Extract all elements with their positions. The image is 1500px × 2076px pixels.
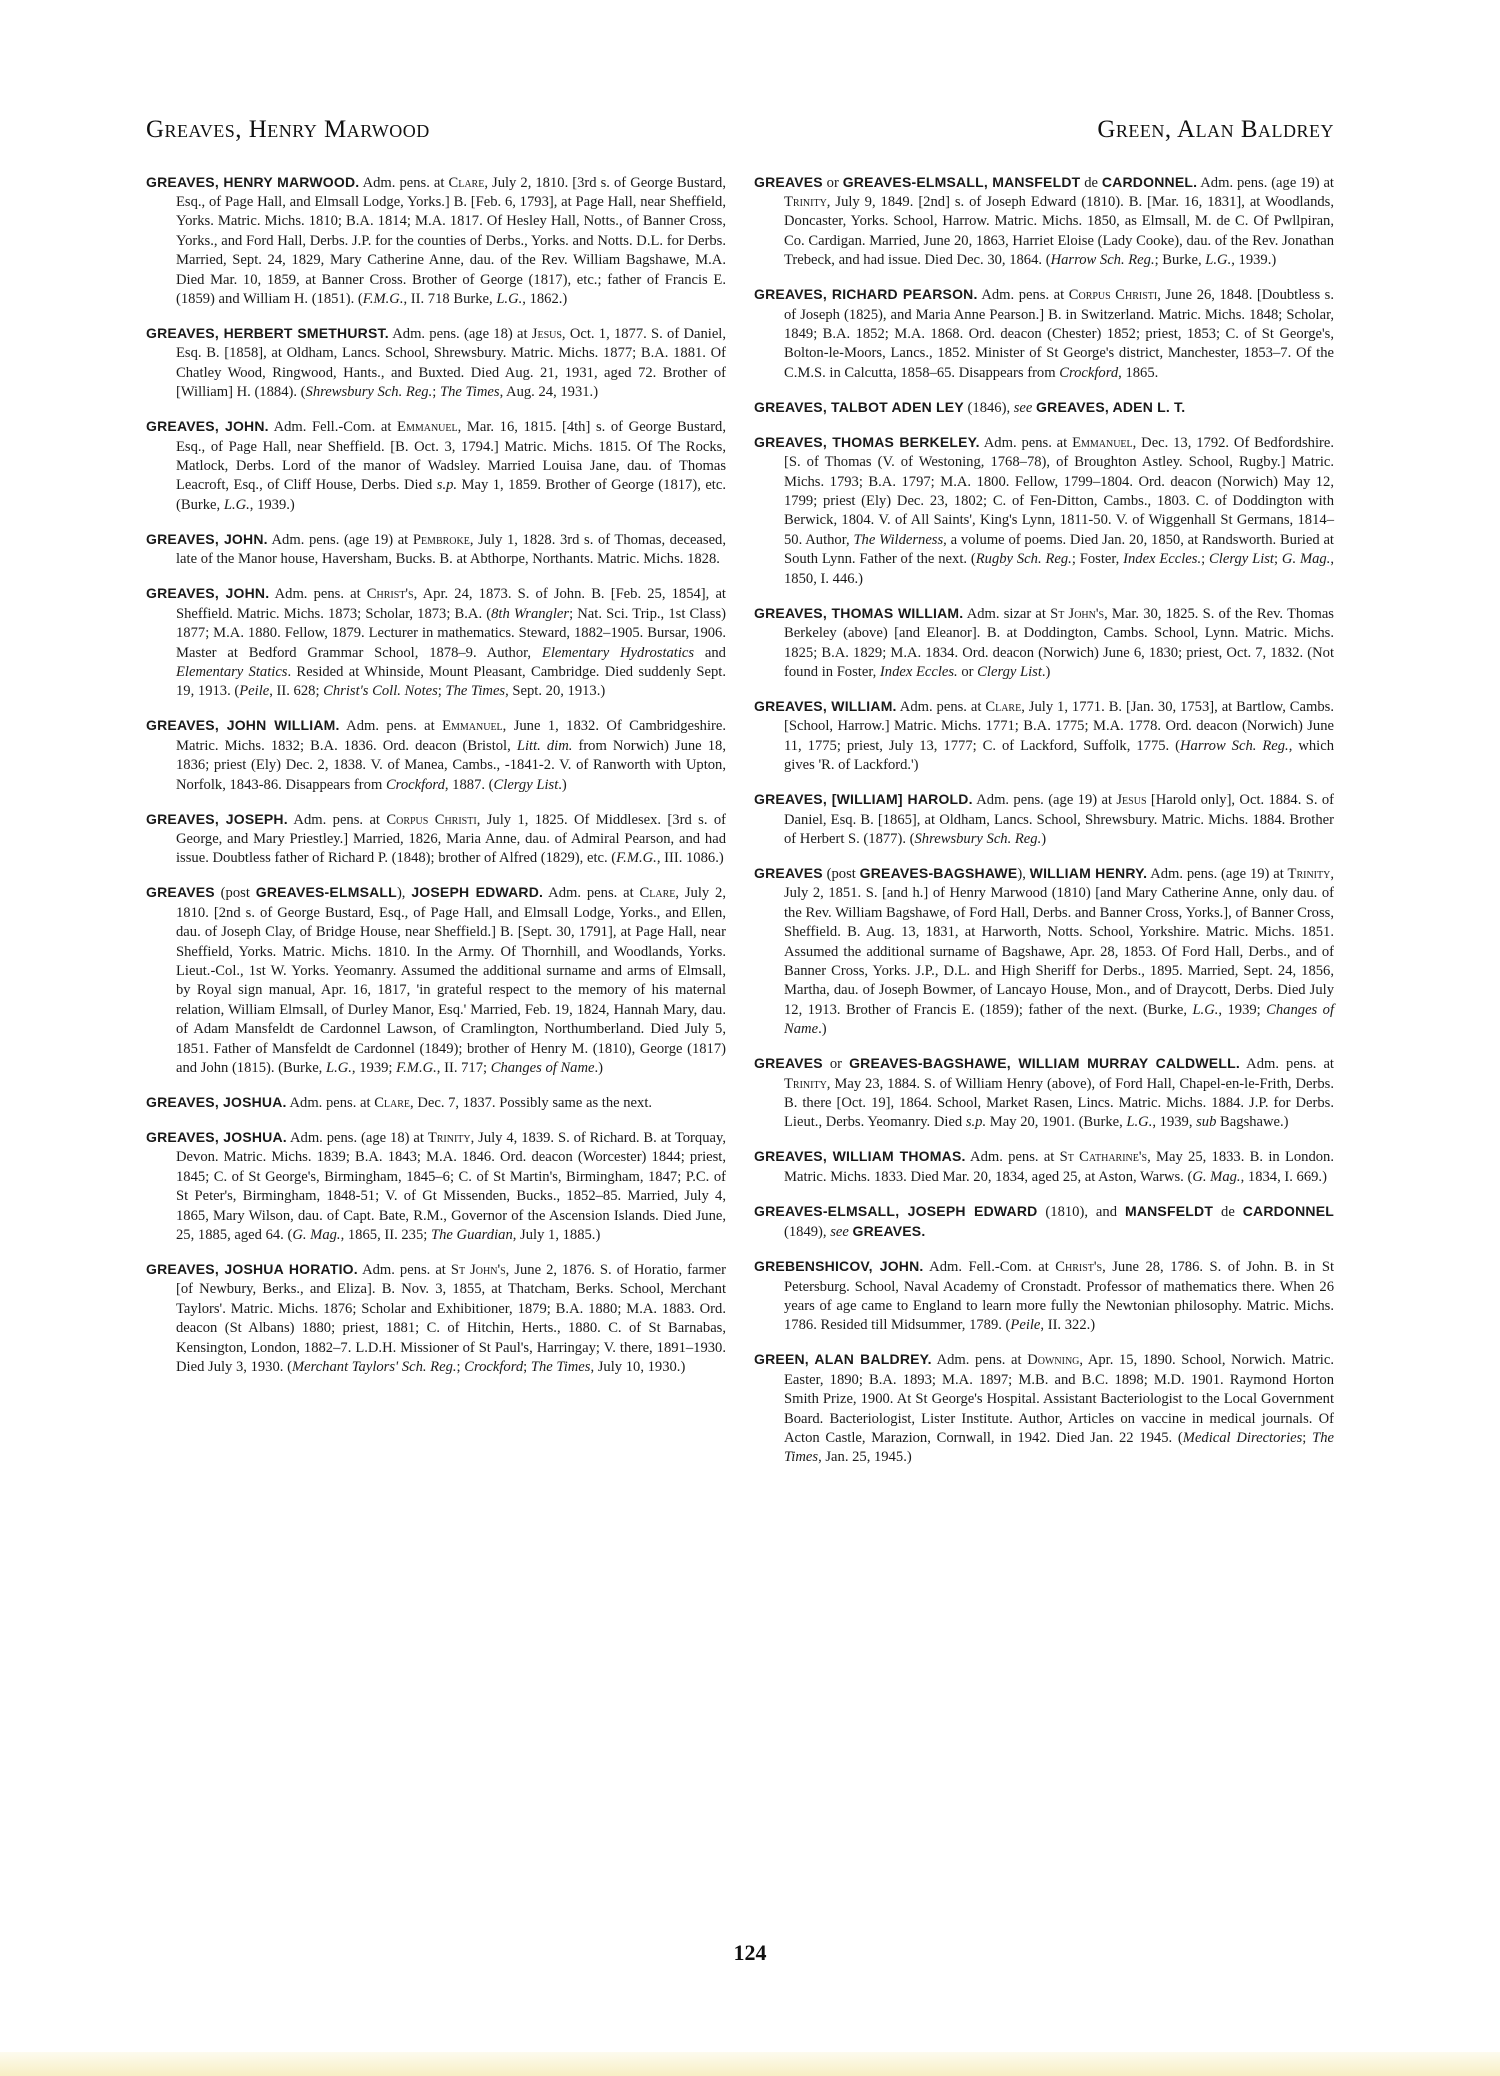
entry-headword: GREAVES, TALBOT ADEN LEY (754, 398, 964, 415)
entry-headword: MANSFELDT (1124, 1202, 1214, 1219)
entry-text: , July 4, 1839. S. of Richard. B. at Torquay, Devon. Matric. Michs. 1839; B.A. 1843; M.A. 1846. Ord. deacon (Worcester) 1844; priest, 1845; C. of St George's, Birmingham, 1845–6; C. of St Martin's, Birmingham, 1847; P.C. of St Peter's, Birmingham, 1848-51; V. of Gt Missenden, Bucks., 1852–85. Married, July 4, 1865, Mary Wilson, dau. of Capt. Bate, R.M., Governor of the Ascension Islands. Died June, 25, 1885, aged 64. ( (176, 1130, 726, 1244)
entry-text: , 1850, I. 446.) (784, 551, 1335, 587)
entry-text: , July 1, 1825. Of Middlesex. [3rd s. of George, and Mary Priestley.] Married, 1826, Maria Anne, dau. of Admiral Pearson, and had issue. Doubtless father of Richard P. (1848); brother of Alfred (1829), etc. ( (176, 811, 727, 867)
entry-italic-text: L.G. (1126, 1114, 1153, 1131)
entry-text: ; Nat. Sci. Trip., 1st Class) 1877; M.A. 1880. Fellow, 1879. Lecturer in mathematics. Steward, 1882–1905. Bursar, 1906. Master at Bedford Grammar School, 1878–9. Author, (176, 605, 727, 661)
entry-text: , May 25, 1833. B. in London. Matric. Michs. 1833. Died Mar. 20, 1834, aged 25, at Aston, Warws. ( (784, 1149, 1334, 1185)
entry-headword: GREAVES-BAGSHAWE, WILLIAM MURRAY CALDWELL. (849, 1055, 1240, 1072)
entry-text: , June 28, 1786. S. of John. B. in St Petersburg. School, Naval Academy of Cronstadt. Professor of mathematics there. When 26 years of age came to England to learn more fully the Newtonian philosophy. Matric. Michs. 1786. Resided till Midsummer, 1789. ( (784, 1259, 1335, 1334)
entry-text: Adm. pens. at (359, 174, 449, 191)
entry-text: Adm. sizar at (963, 605, 1051, 622)
entry-text: , 1865, II. 235; (340, 1227, 431, 1244)
entry-italic-text: Clergy List (493, 776, 559, 793)
biographical-entry (754, 1147, 1334, 1187)
entry-text: Adm. pens. (age 19) at (1147, 865, 1288, 882)
entry-text: Adm. Fell.-Com. at (923, 1259, 1056, 1276)
entry-text: , 1865. (1118, 364, 1159, 381)
biographical-entry (754, 1202, 1334, 1243)
entry-text: , II. 628; (269, 683, 324, 700)
entry-headword: GREAVES, WILLIAM. (754, 697, 897, 714)
entry-text: ; (1273, 551, 1282, 568)
entry-text: , which gives 'R. of Lackford.') (784, 737, 1334, 774)
entry-italic-text: Index Eccles. (1123, 551, 1202, 568)
entry-italic-text: Changes of Name (784, 1001, 1335, 1038)
biographical-entry (146, 324, 726, 403)
entry-text: Clare (448, 174, 485, 191)
entry-italic-text: G. Mag. (1192, 1168, 1241, 1185)
entry-italic-text: Peile (239, 683, 270, 700)
biographical-entry (146, 173, 726, 310)
entry-text: Trinity (784, 1075, 827, 1092)
entry-text: Adm. pens. (age 18) at (388, 326, 532, 343)
entry-text: Emmanuel (1072, 434, 1133, 451)
entry-italic-text: Peile (1010, 1317, 1041, 1334)
biographical-entry (754, 285, 1334, 383)
biographical-entry (754, 173, 1334, 271)
biographical-entry (146, 716, 726, 795)
biographical-entry (754, 790, 1334, 849)
entry-text: Adm. pens. at (286, 1095, 375, 1111)
entry-text: ; (1302, 1430, 1313, 1447)
biographical-entry (146, 530, 726, 570)
entry-italic-text: L.G. (223, 496, 250, 513)
entry-italic-text: Shrewsbury Sch. Reg. (305, 384, 433, 401)
entry-headword: GREAVES (146, 884, 215, 901)
entry-italic-text: The Guardian (430, 1227, 513, 1244)
entry-text: , Mar. 16, 1815. [4th] s. of George Bustard, Esq., of Page Hall, near Sheffield. [B. Oct. 3, 1794.] Matric. Michs. 1815. Of The Rocks, Matlock, Derbs. Lord of the manor of Wadsley. Married Louisa Jane, dau. of Thomas Leacroft, Esq., of Cliff House, Derbs. Died (176, 419, 727, 494)
right-column (754, 158, 1334, 1480)
biographical-entry (146, 1093, 726, 1113)
entry-italic-text: Harrow Sch. Reg. (1050, 252, 1155, 269)
entry-italic-text: see (830, 1224, 849, 1241)
entry-headword: GREAVES, HERBERT SMETHURST. (146, 325, 389, 342)
biographical-entry (754, 433, 1334, 589)
entry-italic-text: G. Mag. (1281, 551, 1331, 568)
entry-text: , II. 717; (436, 1060, 491, 1076)
entry-text: , 1939, (1152, 1114, 1197, 1131)
entry-italic-text: Medical Directories (1182, 1430, 1303, 1447)
entry-text: , June 1, 1832. Of Cambridgeshire. Matric. Michs. 1832; B.A. 1836. Ord. deacon (Bristol, (176, 718, 726, 754)
entry-text: Adm. pens. (age 19) at (267, 531, 413, 548)
entry-text: , July 2, 1810. [2nd s. of George Bustard, Esq., of Page Hall, and Elmsall Lodge, Yorks., and Ellen, dau. of Joseph Clay, of Bridge House, near Sheffield.] B. [Sept. 30, 1791], at Page Hall, near Sheffield, Yorks. Matric. Michs. 1810. In the Army. Of Thornhill, and Woodlands, Yorks. Lieut.-Col., 1st W. Yorks. Yeomanry. Assumed the additional surname and arms of Elmsall, by Royal sign manual, Apr. 16, 1817, 'in grateful respect to the memory of his maternal relation, William Elmsall, of Durley Manor, Esq.' Married, Feb. 19, 1824, Hannah Mary, dau. of Adam Mansfeldt de Cardonnel Lawson, of Cramlington, Northumberland. Died July 5, 1851. Father of Mansfeldt de Cardonnel (1849); brother of Henry M. (1810), George (1817) and John (1815). (Burke, (176, 885, 726, 1076)
entry-text: or (957, 663, 978, 680)
entry-text: , 1887. ( (444, 776, 494, 793)
entry-text: from Norwich) June 18, 1836; priest (Ely) Dec. 2, 1838. V. of Manea, Cambs., -1841-2. V. of Ranworth with Upton, Norfolk, 1843-86. Disappears from (176, 737, 726, 793)
entry-italic-text: Clergy List (977, 663, 1042, 680)
entry-text: Adm. pens. at (979, 434, 1073, 451)
entry-text: , Oct. 1, 1877. S. of Daniel, Esq. B. [1858], at Oldham, Lancs. School, Shrewsbury. Matric. Michs. 1877; B.A. 1881. Of Chatley Wood, Ringwood, Hants., and Buxted. Died Aug. 21, 1931, aged 72. Brother of [William] H. (1884). ( (176, 326, 726, 401)
two-column-body (146, 158, 1334, 1480)
entry-text: [Harold only], Oct. 1884. S. of Daniel, Esq. B. [1865], at Oldham, Lancs. School, Shrewsbury. Matric. Michs. 1884. Brother of Herbert S. (1877). ( (784, 792, 1334, 847)
entry-text: , Aug. 24, 1931.) (499, 384, 599, 401)
entry-text: Clare (639, 885, 676, 902)
entry-text: Adm. pens. at (1239, 1056, 1334, 1073)
entry-headword: GREAVES, JOHN. (146, 530, 268, 547)
entry-text: Adm. pens. at (896, 698, 986, 715)
entry-italic-text: see (1013, 399, 1033, 416)
entry-text: , July 2, 1810. [3rd s. of George Bustard, Esq., of Page Hall, and Elmsall Lodge, Yorks.] B. [Feb. 6, 1793], at Page Hall, near Sheffield, Yorks. Matric. Michs. 1810; B.A. 1814; M.A. 1817. Of Hesley Hall, Notts., of Banner Cross, Yorks., and Ford Hall, Derbs. J.P. for the counties of Derbs., Yorks. and Notts. D.L. for Derbs. Married, Sept. 24, 1829, Mary Catherine Anne, dau. of the Rev. William Bagshawe, M.A. Died Mar. 10, 1859, at Banner Cross. Brother of George (1817), etc.; father of Francis E. (1859) and William H. (1851). ( (176, 174, 726, 308)
entry-text: Adm. pens. at (543, 885, 640, 902)
entry-text: , Apr. 15, 1890. School, Norwich. Matric. Easter, 1890; B.A. 1893; M.A. 1897; M.B. and B.C. 1898; M.D. 1901. Raymond Horton Smith Prize, 1900. At St George's Hospital. Assistant Bacteriologist to the Local Government Board. Bacteriologist, Lister Institute. Author, Articles on vaccine in medical journals. Of Acton Castle, Marazion, Cornwall, in 1942. Died Jan. 22 1945. ( (784, 1352, 1334, 1447)
entry-headword: GREAVES, WILLIAM THOMAS. (754, 1148, 966, 1165)
entry-text: ), (1017, 865, 1030, 882)
entry-text: St John's (450, 1262, 506, 1279)
entry-text: , 1939.) (249, 496, 295, 513)
entry-text: Adm. pens. (age 19) at (1197, 174, 1334, 191)
entry-text: de (1213, 1203, 1243, 1220)
biographical-entry (146, 810, 726, 869)
entry-italic-text: L.G. (325, 1060, 352, 1076)
entry-text: , July 9, 1849. [2nd] s. of Joseph Edward (1810). B. [Mar. 16, 1831], at Woodlands, Doncaster, Yorks. School, Harrow. Matric. Michs. 1850, as Elmsall, M. de C. Of Pwllpiran, Co. Cardigan. Married, June 20, 1863, Harriet Eloise (Lady Cooke), dau. of the Rev. Jonathan Trebeck, and had issue. Died Dec. 30, 1864. ( (784, 194, 1334, 269)
entry-text: Jesus (531, 326, 562, 343)
entry-text: (post (214, 885, 256, 902)
entry-italic-text: Index Eccles. (879, 663, 958, 680)
entry-italic-text: Christ's Coll. Notes (323, 683, 438, 700)
entry-text: , July 10, 1930.) (590, 1359, 686, 1376)
entry-headword: GREAVES, THOMAS BERKELEY. (754, 433, 980, 450)
entry-headword: GREAVES, JOSEPH. (146, 810, 288, 827)
entry-text: .) (1041, 663, 1051, 680)
biographical-entry (754, 864, 1334, 1040)
entry-text: Adm. pens. at (339, 718, 443, 735)
entry-italic-text: Changes of Name (490, 1060, 595, 1076)
entry-text: , Dec. 13, 1792. Of Bedfordshire. [S. of Thomas (V. of Westoning, 1768–78), of Broughton Astley. School, Rugby.] Matric. Michs. 1793; B.A. 1797; M.A. 1800. Fellow, 1799–1804. Ord. deacon (Norwich) May 12, 1799; priest (Ely) Dec. 23, 1802; C. of Fen-Ditton, Cambs., 1803. C. of Doddington with Berwick, 1804. V. of All Saints', King's Lynn, 1811-50. V. of Wiggenhall St Germans, 1814–50. Author, (784, 434, 1334, 548)
entry-text: Clare (374, 1095, 411, 1111)
entry-text: Emmanuel (397, 419, 458, 436)
entry-text: , July 1, 1885.) (512, 1227, 601, 1244)
entry-text: Trinity (784, 194, 827, 210)
page-number: 124 (733, 1940, 767, 1965)
entry-text: Downing (1027, 1352, 1080, 1369)
viewer-bottom-strip (0, 2052, 1500, 2076)
entry-text: Adm. pens. at (977, 287, 1069, 304)
entry-italic-text: The Times (445, 683, 506, 700)
entry-italic-text: F.M.G. (396, 1060, 437, 1076)
running-header (146, 116, 1334, 144)
entry-headword: GREAVES (754, 173, 823, 190)
entry-text: May 1, 1859. Brother of George (1817), etc. (Burke, (176, 477, 726, 513)
entry-text: Clare (985, 698, 1022, 715)
entry-text: , July 1, 1771. B. [Jan. 30, 1753], at Bartlow, Cambs. [School, Harrow.] Matric. Michs. 1771; B.A. 1775; M.A. 1778. Ord. deacon (Norwich) June 11, 1775; priest, July 13, 1777; C. of Lackford, Suffolk, 1775. ( (784, 698, 1334, 754)
entry-italic-text: 8th Wrangler (491, 605, 570, 622)
entry-text: , III. 1086.) (656, 850, 724, 867)
biographical-entry (754, 697, 1334, 776)
entry-italic-text: Rugby Sch. Reg. (975, 551, 1072, 568)
entry-text: Emmanuel (442, 718, 503, 735)
entry-italic-text: L.G. (1205, 252, 1232, 269)
entry-headword: JOSEPH EDWARD. (411, 884, 544, 901)
biographical-entry (146, 1128, 726, 1245)
entry-text: , 1939.) (1231, 252, 1277, 269)
entry-headword: GREAVES, JOHN WILLIAM. (146, 717, 340, 734)
entry-text: , June 26, 1848. [Doubtless s. of Joseph (1825), and Maria Anne Pearson.] B. in Switzerland. Matric. Michs. 1848; Scholar, 1849; B.A. 1852; M.A. 1868. Ord. deacon (Chester) 1852; priest, 1853; C. of St George's, Bolton-le-Moors, Lancs., 1852. Minister of St George's district, Manchester, 1853–7. Of the C.M.S. in Calcutta, 1858–65. Disappears from (784, 287, 1334, 381)
entry-headword: GREAVES (754, 864, 823, 881)
entry-headword: GREAVES-BAGSHAWE (859, 864, 1018, 881)
entry-text: , July 2, 1851. S. [and h.] of Henry Marwood (1810) [and Mary Catherine Anne, only dau. of the Rev. William Bagshawe, of Ford Hall, Derbs. and Banner Cross, Yorks.], of Banner Cross, Sheffield. B. Aug. 13, 1831, at Harworth, Notts. School, Yorkshire. Matric. Michs. 1851. Assumed the additional surname of Bagshawe, Apr. 28, 1853. Of Ford Hall, Derbs., and of Banner Cross, Yorks. J.P., D.L. and High Sheriff for Derbs., 1895. Married, Sept. 24, 1856, Martha, dau. of Joseph Bowmer, of Lancayo House, Mon., and of Draycott, Derbs. Died July 12, 1913. Brother of Francis E. (1859); father of the next. (Burke, (784, 865, 1334, 1018)
entry-text: , 1939; (351, 1060, 397, 1076)
biographical-entry (146, 584, 726, 701)
entry-text: ; (1201, 551, 1210, 568)
entry-italic-text: The Times (439, 384, 500, 401)
entry-italic-text: sub (1196, 1114, 1217, 1131)
entry-text: Christ's (1055, 1259, 1103, 1276)
entry-headword: GREAVES, JOHN. (146, 585, 270, 602)
entry-text: and (694, 644, 726, 661)
entry-text: ; (432, 384, 440, 401)
entry-headword: GREAVES, JOSHUA. (146, 1094, 287, 1110)
entry-text: Pembroke (412, 531, 470, 548)
entry-italic-text: Elementary Statics (176, 663, 288, 680)
entry-headword: GREAVES, RICHARD PEARSON. (754, 286, 978, 303)
entry-italic-text: L.G. (1192, 1001, 1219, 1018)
entry-text: Adm. pens. (age 18) at (286, 1130, 428, 1146)
entry-text: .) (594, 1060, 604, 1076)
entry-italic-text: Harrow Sch. Reg. (1180, 737, 1289, 754)
entry-italic-text: F.M.G. (616, 850, 657, 867)
entry-text: , II. 322.) (1040, 1317, 1096, 1334)
entry-text: , Mar. 30, 1825. S. of the Rev. Thomas Berkeley (above) [and Eleanor]. B. at Doddington, Cambs. School, Lynn. Matric. Michs. 1825; B.A. 1829; M.A. 1834. Ord. deacon (Norwich) June 6, 1830; priest, Oct. 7, 1832. (Not found in Foster, (784, 605, 1334, 680)
entry-headword: CARDONNEL. (1101, 173, 1198, 190)
entry-text: ), (396, 885, 412, 902)
entry-italic-text: The Wilderness (853, 531, 944, 548)
entry-text: Adm. pens. at (287, 811, 387, 828)
entry-headword: GREAVES. (852, 1223, 926, 1240)
entry-headword: GREAVES, JOHN. (146, 418, 269, 435)
entry-headword: GREAVES, HENRY MARWOOD. (146, 173, 360, 190)
entry-headword: GREBENSHICOV, JOHN. (754, 1258, 924, 1275)
entry-headword: GREAVES, [WILLIAM] HAROLD. (754, 791, 973, 808)
entry-text: , 1939; (1218, 1001, 1267, 1018)
entry-headword: GREAVES, JOSHUA. (146, 1129, 287, 1145)
entry-headword: GREAVES, JOSHUA HORATIO. (146, 1261, 358, 1278)
biographical-entry (146, 417, 726, 515)
entry-italic-text: The Times (530, 1359, 591, 1376)
entry-text: , 1862.) (522, 291, 568, 308)
entry-italic-text: Elementary Hydrostatics (541, 644, 695, 661)
entry-text: Trinity (1287, 865, 1331, 882)
entry-text: , II. 718 Burke, (403, 291, 497, 308)
entry-text: ; Burke, (1154, 252, 1206, 269)
header-last-entry: Green, Alan Baldrey (1097, 116, 1334, 143)
entry-text: ; Foster, (1071, 551, 1124, 568)
entry-text: , 1834, I. 669.) (1240, 1168, 1327, 1185)
entry-italic-text: Merchant Taylors' Sch. Reg. (291, 1359, 457, 1376)
entry-headword: GREEN, ALAN BALDREY. (754, 1351, 932, 1368)
entry-text: (post (822, 865, 860, 882)
entry-italic-text: Crockford (464, 1359, 524, 1376)
biographical-entry (754, 1350, 1334, 1467)
entry-headword: GREAVES-ELMSALL, MANSFELDT (842, 173, 1081, 190)
entry-text: .) (818, 1021, 827, 1038)
entry-text: Christ's (366, 586, 414, 603)
biographical-entry (754, 398, 1334, 418)
entry-italic-text: G. Mag. (292, 1227, 341, 1244)
biographical-entry (146, 1260, 726, 1377)
entry-text: or (822, 174, 843, 191)
header-first-entry: Greaves, Henry Marwood (146, 116, 430, 143)
entry-text: Corpus Christi (386, 811, 477, 828)
entry-text: ; (437, 683, 446, 700)
entry-text: May 20, 1901. (Burke, (986, 1114, 1127, 1131)
entry-text: ) (1041, 830, 1047, 847)
entry-headword: GREAVES, THOMAS WILLIAM. (754, 604, 964, 621)
biographical-entry (754, 1054, 1334, 1133)
entry-text: (1846), (963, 399, 1014, 416)
entry-italic-text: Clergy List (1209, 551, 1274, 568)
entry-italic-text: Litt. dim. (516, 737, 573, 754)
entry-text: .) (558, 776, 567, 793)
entry-headword: GREAVES-ELMSALL (255, 884, 397, 901)
entry-headword: GREAVES (754, 1055, 823, 1072)
biographical-entry (146, 883, 726, 1078)
entry-text: ; (456, 1359, 465, 1376)
entry-italic-text: Crockford (1059, 364, 1119, 381)
entry-text: , Jan. 25, 1945.) (818, 1449, 912, 1466)
entry-italic-text: The Times (784, 1430, 1334, 1466)
entry-text: Adm. pens. at (965, 1149, 1060, 1166)
entry-italic-text: F.M.G. (362, 291, 404, 308)
entry-italic-text: L.G. (496, 291, 523, 308)
entry-text: Adm. pens. at (357, 1262, 451, 1279)
entry-text: . Resided at Whinside, Mount Pleasant, Cambridge. Died suddenly Sept. 19, 1913. ( (176, 663, 726, 700)
entry-italic-text: s.p. (965, 1114, 987, 1131)
entry-text: de (1080, 174, 1102, 191)
entry-text: St John's (1050, 605, 1105, 622)
left-column (146, 158, 726, 1480)
entry-text: Adm. Fell.-Com. at (268, 419, 398, 436)
biographical-entry (754, 604, 1334, 683)
entry-text: ; (523, 1359, 531, 1376)
entry-text: (1849), (784, 1224, 831, 1241)
entry-text: Adm. pens. at (269, 586, 367, 603)
entry-text: , May 23, 1884. S. of William Henry (above), of Ford Hall, Chapel-en-le-Frith, Derbs. B. there [Oct. 19], 1864. School, Market Rasen, Lincs. Matric. Michs. 1884. J.P. for Derbs. Lieut., Derbs. Yeomanry. Died (784, 1075, 1334, 1131)
entry-text: or (822, 1056, 850, 1073)
entry-text: Jesus (1116, 792, 1147, 809)
entry-italic-text: Crockford (385, 776, 445, 793)
entry-italic-text: Shrewsbury Sch. Reg. (914, 830, 1042, 847)
entry-text: St Catharine's (1059, 1149, 1148, 1166)
entry-text: (1810), and (1037, 1203, 1125, 1220)
entry-headword: CARDONNEL (1242, 1202, 1334, 1219)
entry-text: Bagshawe.) (1216, 1114, 1289, 1131)
entry-text: , July 1, 1828. 3rd s. of Thomas, deceased, late of the Manor house, Haversham, Bucks. B. at Abthorpe, Northants. Matric. Michs. 1828. (176, 531, 726, 568)
entry-headword: GREAVES, ADEN L. T. (1036, 398, 1186, 415)
entry-text: Adm. pens. at (931, 1352, 1028, 1369)
entry-text: Trinity (427, 1130, 471, 1146)
entry-text: , a volume of poems. Died Jan. 20, 1850, at Randsworth. Buried at South Lynn. Father of the next. ( (784, 531, 1334, 568)
entry-text: , Sept. 20, 1913.) (505, 683, 606, 700)
entry-headword: WILLIAM HENRY. (1029, 864, 1148, 881)
entry-text: Corpus Christi (1068, 287, 1158, 304)
entry-text: , June 2, 1876. S. of Horatio, farmer [of Newbury, Berks., and Eliza]. B. Nov. 3, 1855, at Thatcham, Berks. School, Merchant Taylors'. Matric. Michs. 1876; Scholar and Exhibitioner, 1879; B.A. 1880; M.A. 1883. Ord. deacon (St Albans) 1880; priest, 1881; C. of Hitchin, Herts., 1880. C. of St Barnabas, Kensington, London, 1882–7. L.D.H. Missioner of St Paul's, Harringay; V. there, 1891–1930. Died July 3, 1930. ( (176, 1262, 726, 1376)
entry-text: , Apr. 24, 1873. S. of John. B. [Feb. 25, 1854], at Sheffield. Matric. Michs. 1873; Scholar, 1873; B.A. ( (176, 586, 726, 622)
entry-headword: GREAVES-ELMSALL, JOSEPH EDWARD (754, 1202, 1038, 1219)
biographical-entry (754, 1257, 1334, 1336)
entry-text: Adm. pens. (age 19) at (972, 792, 1117, 809)
entry-italic-text: s.p. (436, 477, 458, 494)
entry-text: , Dec. 7, 1837. Possibly same as the next. (410, 1095, 653, 1111)
